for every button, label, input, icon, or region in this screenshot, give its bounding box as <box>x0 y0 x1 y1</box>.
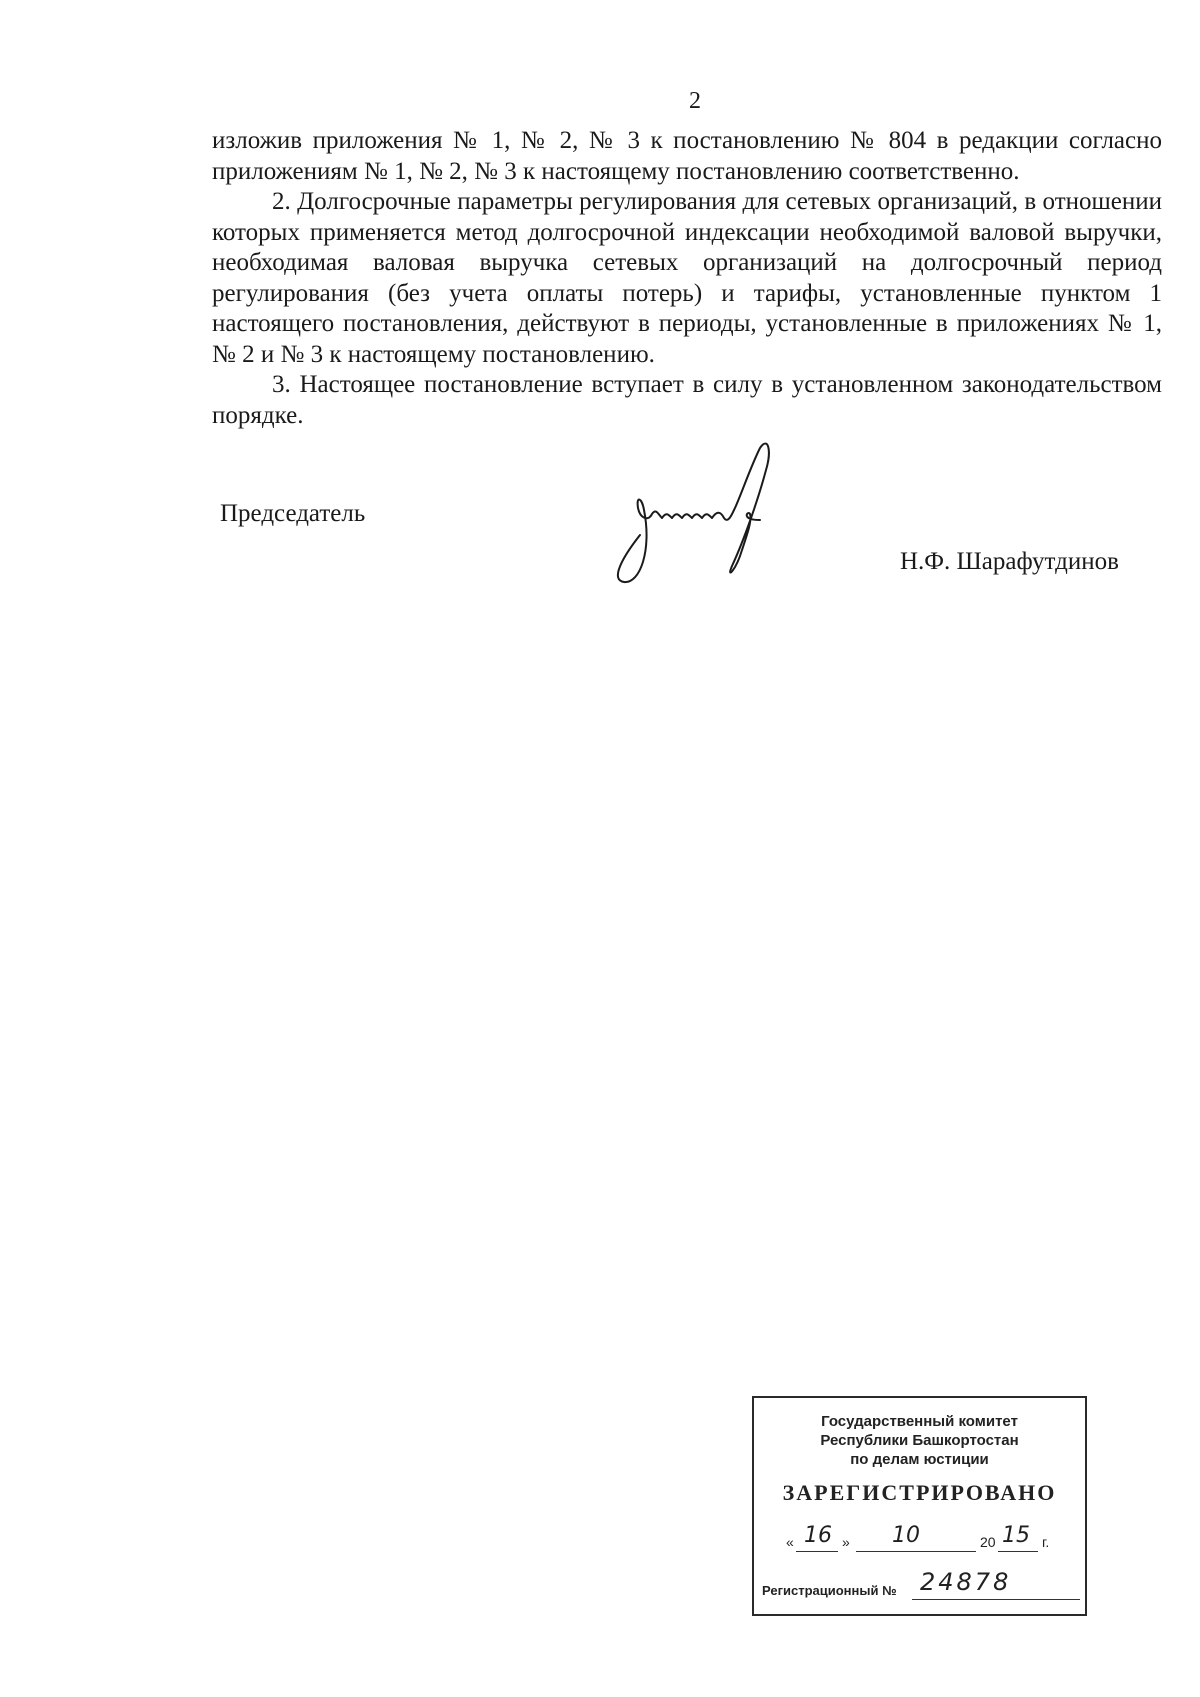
stamp-open-quote: « <box>786 1534 794 1550</box>
stamp-org-line: по делам юстиции <box>850 1451 989 1468</box>
month-underline <box>856 1551 976 1552</box>
registration-stamp <box>752 1396 1087 1616</box>
stamp-status: ЗАРЕГИСТРИРОВАНО <box>782 1480 1057 1505</box>
stamp-date <box>784 1524 1069 1554</box>
stamp-year-suffix: 15 <box>1002 1523 1030 1548</box>
stamp-registration <box>762 1570 1080 1602</box>
stamp-month: 10 <box>892 1523 920 1548</box>
stamp-year-unit: г. <box>1042 1534 1050 1550</box>
stamp-org-line: Республики Башкортостан <box>820 1432 1019 1449</box>
stamp-close-quote: » <box>842 1534 850 1550</box>
reg-underline <box>912 1599 1080 1600</box>
handwritten-signature <box>600 440 790 590</box>
stamp-year-prefix: 20 <box>980 1534 996 1550</box>
stamp-org-line: Государственный комитет <box>821 1413 1018 1430</box>
signer-name: Н.Ф. Шарафутдинов <box>900 548 1119 575</box>
paragraph-3: 3. Настоящее постановление вступает в силу в установленном законодательством порядке. <box>212 371 1162 429</box>
paragraph-2: 2. Долгосрочные параметры регулирования для сетевых организаций, в отношении которых применяется метод долгосрочной индексации необходимой валовой выручки, необходимая валовая выручка сетевых организаций на долгосрочный период регулирования (без учета оплаты потерь) и тарифы, установленные пунктом 1 настоящего постановления, действуют в периоды, установленные в приложениях № 1, № 2 и № 3 к настоящему постановлению. <box>212 188 1162 368</box>
year-underline <box>998 1551 1038 1552</box>
day-underline <box>796 1551 838 1552</box>
chairman-label: Председатель <box>220 500 366 527</box>
page-number: 2 <box>689 88 701 114</box>
stamp-day: 16 <box>804 1523 832 1548</box>
stamp-organization <box>754 1412 1085 1469</box>
paragraph-continuation: изложив приложения № 1, № 2, № 3 к постановлению № 804 в редакции согласно приложениям № 1, № 2, № 3 к настоящему постановлению соответственно. <box>212 127 1162 185</box>
stamp-reg-label: Регистрационный № <box>762 1583 897 1598</box>
stamp-reg-number: 24878 <box>920 1568 1012 1596</box>
document-body <box>212 126 1162 431</box>
